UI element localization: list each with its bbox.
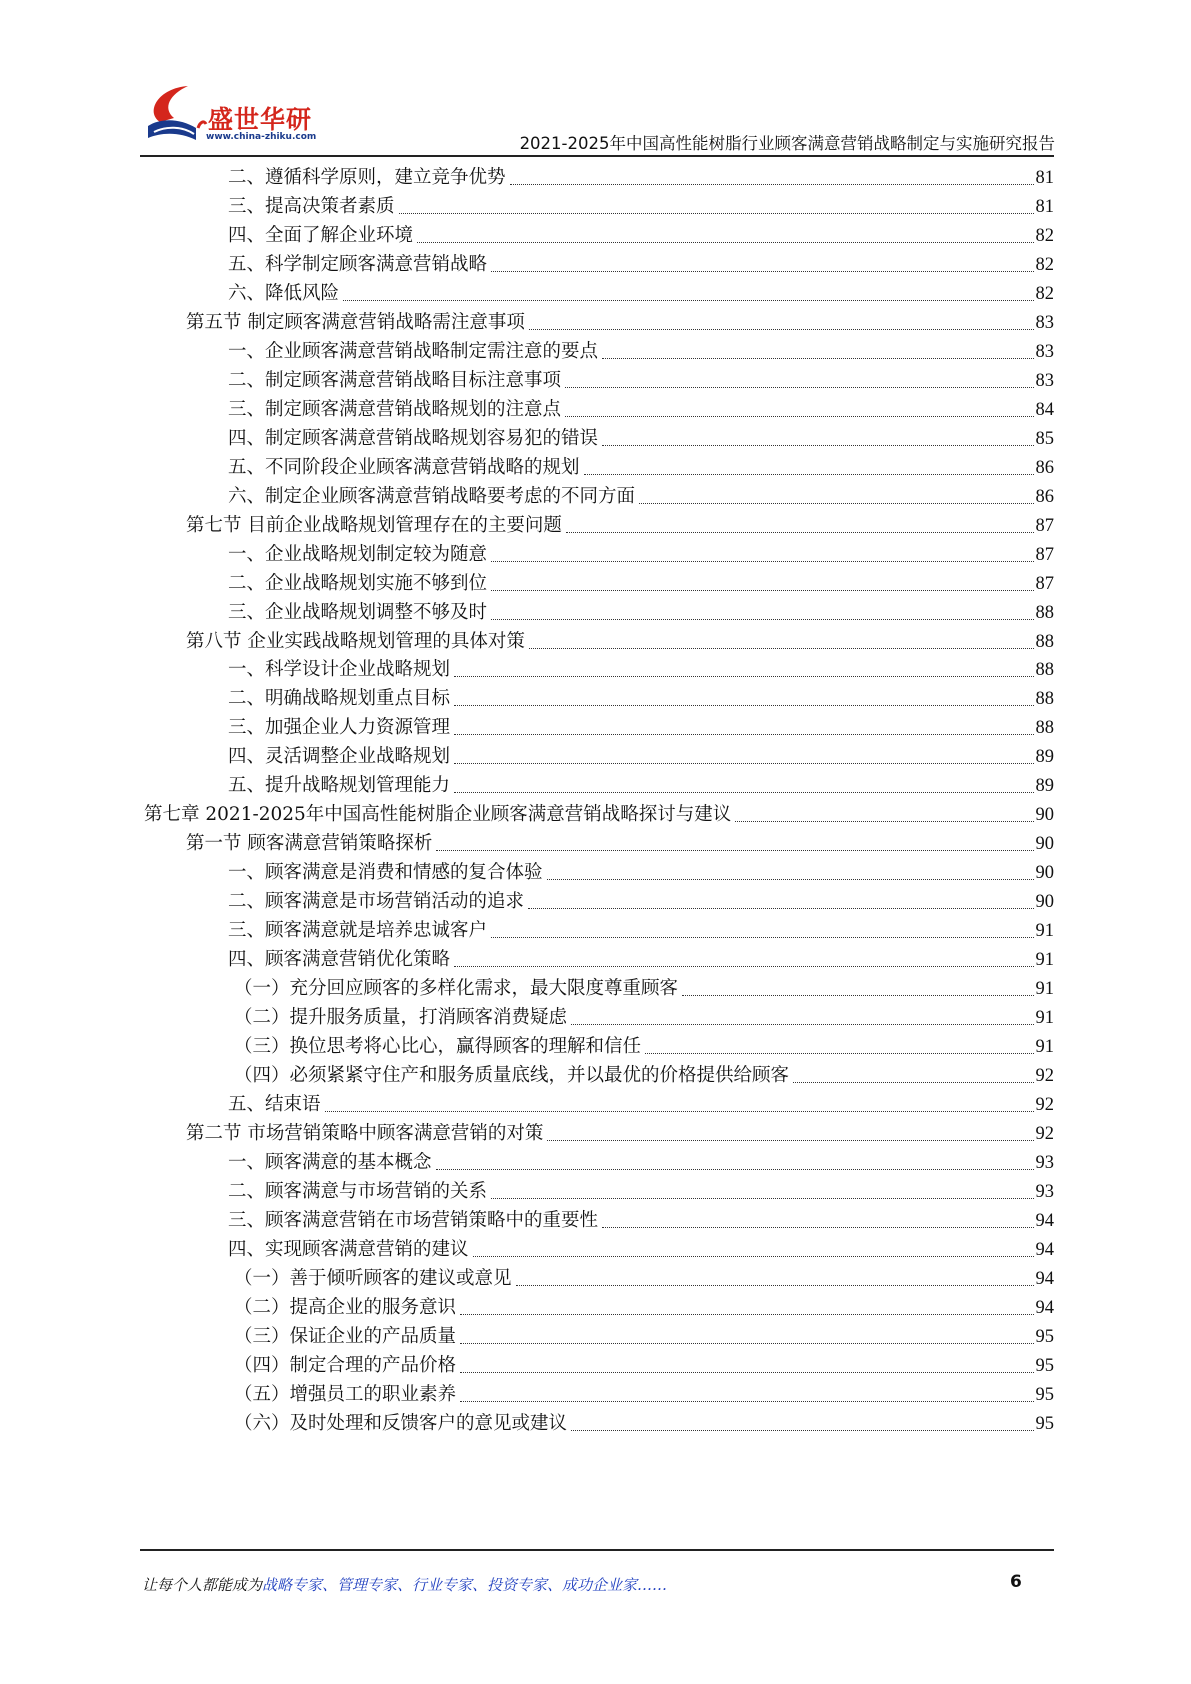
toc-entry-title: 三、加强企业人力资源管理 [228,717,451,739]
toc-entry-title: 第七节 目前企业战略规划管理存在的主要问题 [186,514,562,536]
toc-entry-title: 三、顾客满意营销在市场营销策略中的重要性 [228,1209,599,1231]
toc-dot-leader [460,1342,1033,1344]
toc-entry-page: 94 [1035,1268,1054,1289]
toc-entry-page: 81 [1035,168,1054,188]
toc-entry[interactable] [228,189,1054,220]
toc-entry-page: 88 [1035,660,1054,681]
toc-entry[interactable] [234,1000,1054,1031]
toc-entry-title: 四、顾客满意营销优化策略 [228,949,451,971]
toc-dot-leader [399,212,1034,214]
page-header [0,0,1191,153]
toc-dot-leader [584,473,1034,475]
toc-entry-page: 95 [1035,1355,1054,1376]
toc-entry-page: 91 [1035,921,1054,942]
logo-url: www.china-zhiku.com [206,132,317,142]
toc-entry-title: 二、遵循科学原则，建立竞争优势 [228,167,506,188]
toc-dot-leader [491,560,1033,562]
toc-dot-leader [602,444,1033,446]
toc-entry[interactable] [234,1406,1054,1437]
toc-entry-title: （五）增强员工的职业素养 [234,1383,457,1405]
toc-entry-page: 94 [1035,1239,1054,1260]
toc-entry-page: 88 [1035,689,1054,710]
toc-dot-leader [454,675,1033,677]
toc-entry-title: 五、不同阶段企业顾客满意营销战略的规划 [228,456,580,478]
toc-entry-page: 87 [1035,515,1054,536]
toc-entry[interactable] [186,305,1054,336]
toc-dot-leader [566,531,1034,533]
toc-dot-leader [454,965,1033,967]
toc-entry[interactable] [144,797,1054,828]
toc-dot-leader [528,907,1033,909]
toc-dot-leader [571,1429,1033,1431]
toc-entry-page: 93 [1035,1181,1054,1202]
toc-entry-title: （四）必须紧紧守住产和服务质量底线，并以最优的价格提供给顾客 [234,1065,790,1087]
toc-entry-title: 第七章 2021-2025年中国高性能树脂企业顾客满意营销战略探讨与建议 [144,804,732,826]
toc-entry-page: 87 [1035,573,1054,594]
toc-dot-leader [735,820,1033,822]
toc-dot-leader [454,791,1033,793]
toc-entry-page: 86 [1035,486,1054,507]
toc-entry[interactable] [228,450,1054,481]
toc-entry-title: 二、企业战略规划实施不够到位 [228,572,488,594]
toc-dot-leader [645,1052,1033,1054]
toc-entry[interactable] [228,276,1054,307]
toc-entry-title: 二、制定顾客满意营销战略目标注意事项 [228,369,562,391]
toc-entry[interactable] [228,218,1054,249]
toc-entry-title: 五、科学制定顾客满意营销战略 [228,253,488,275]
toc-entry-title: 第二节 市场营销策略中顾客满意营销的对策 [186,1123,544,1144]
toc-entry-page: 88 [1035,602,1054,623]
toc-entry[interactable] [228,1203,1054,1234]
footer-divider [140,1549,1054,1551]
toc-entry-title: （三）保证企业的产品质量 [234,1325,457,1347]
toc-entry-title: 四、全面了解企业环境 [228,224,414,246]
footer-slogan-roles: 战略专家、管理专家、行业专家、投资专家、成功企业家…… [262,1576,668,1594]
toc-entry[interactable] [228,1174,1054,1205]
toc-entry-title: 二、顾客满意与市场营销的关系 [228,1180,488,1202]
toc-entry-page: 81 [1035,196,1054,217]
toc-entry[interactable] [228,913,1054,944]
footer-slogan-lead: 让每个人都能成为 [142,1576,263,1594]
toc-entry-page: 93 [1035,1152,1054,1173]
toc-entry[interactable] [228,768,1054,799]
page-number: 6 [1010,1572,1022,1592]
toc-entry[interactable] [228,710,1054,741]
toc-entry-title: 三、提高决策者素质 [228,195,395,217]
logo-name: 盛世华研 [208,105,313,134]
toc-entry-title: 二、顾客满意是市场营销活动的追求 [228,891,525,913]
toc-dot-leader [460,1313,1033,1315]
toc-dot-leader [529,647,1034,649]
toc-entry-title: 六、降低风险 [228,282,340,304]
toc-entry-title: 第一节 顾客满意营销策略探析 [186,833,433,855]
toc-entry[interactable] [228,739,1054,770]
toc-entry-page: 85 [1035,428,1054,449]
toc-entry[interactable] [228,363,1054,394]
toc-entry-page: 82 [1035,225,1054,246]
toc-entry[interactable] [228,942,1054,973]
toc-entry-page: 90 [1035,892,1054,913]
toc-dot-leader [547,1139,1033,1141]
toc-dot-leader [602,1226,1033,1228]
toc-entry[interactable] [228,884,1054,915]
toc-entry-page: 83 [1035,312,1054,333]
toc-entry-title: 一、顾客满意的基本概念 [228,1151,432,1173]
toc-entry[interactable] [228,537,1054,568]
toc-entry[interactable] [234,1058,1054,1089]
toc-entry-title: （二）提高企业的服务意识 [234,1296,457,1318]
toc-entry-title: （一）充分回应顾客的多样化需求，最大限度尊重顾客 [234,978,679,1000]
toc-entry-page: 92 [1035,1066,1054,1087]
toc-entry-page: 95 [1035,1384,1054,1405]
header-divider [140,155,1054,157]
toc-dot-leader [565,386,1033,388]
toc-entry[interactable] [228,479,1054,510]
toc-entry-page: 91 [1035,950,1054,971]
toc-entry-page: 91 [1035,1008,1054,1029]
toc-dot-leader [460,1371,1033,1373]
toc-entry-title: 三、企业战略规划调整不够及时 [228,601,488,623]
toc-dot-leader [529,328,1034,330]
toc-entry[interactable] [234,1290,1054,1321]
toc-entry-title: （一）善于倾听顾客的建议或意见 [234,1267,512,1289]
footer-slogan [142,1574,667,1595]
toc-entry[interactable] [234,971,1054,1002]
toc-entry-title: 五、提升战略规划管理能力 [228,775,451,797]
toc-entry-page: 95 [1035,1413,1054,1434]
toc-dot-leader [682,994,1033,996]
toc-entry[interactable] [186,508,1054,539]
toc-entry-page: 90 [1035,863,1054,884]
toc-entry-page: 91 [1035,1037,1054,1058]
toc-entry[interactable] [228,334,1054,365]
report-title: 2021-2025年中国高性能树脂行业顾客满意营销战略制定与实施研究报告 [519,134,1055,153]
toc-entry[interactable] [234,1377,1054,1408]
toc-entry[interactable] [234,1261,1054,1292]
toc-entry[interactable] [228,681,1054,712]
toc-entry-page: 83 [1035,341,1054,362]
toc-dot-leader [454,704,1033,706]
toc-entry-page: 89 [1035,776,1054,797]
toc-entry-page: 82 [1035,254,1054,275]
toc-entry-title: 一、科学设计企业战略规划 [228,659,451,681]
toc-entry[interactable] [228,392,1054,423]
toc-entry-title: 五、结束语 [228,1094,321,1116]
toc-dot-leader [417,241,1033,243]
toc-dot-leader [473,1255,1034,1257]
toc-dot-leader [602,357,1033,359]
toc-entry-page: 88 [1035,631,1054,652]
toc-dot-leader [491,618,1033,620]
toc-entry-page: 91 [1035,979,1054,1000]
toc-entry-title: 四、实现顾客满意营销的建议 [228,1238,469,1260]
toc-dot-leader [436,849,1033,851]
toc-dot-leader [491,270,1033,272]
toc-entry-title: 第八节 企业实践战略规划管理的具体对策 [186,630,525,652]
toc-entry[interactable] [228,652,1054,683]
toc-entry-title: （三）换位思考将心比心，赢得顾客的理解和信任 [234,1036,642,1058]
toc-entry[interactable] [228,1145,1054,1176]
toc-dot-leader [491,1197,1033,1199]
toc-entry-title: 四、制定顾客满意营销战略规划容易犯的错误 [228,427,599,449]
toc-entry-page: 90 [1035,834,1054,855]
toc-dot-leader [516,1284,1034,1286]
toc-entry[interactable] [234,1319,1054,1350]
toc-dot-leader [491,589,1033,591]
toc-dot-leader [460,1400,1033,1402]
toc-entry-page: 92 [1035,1124,1054,1144]
toc-entry-title: （四）制定合理的产品价格 [234,1354,457,1376]
toc-entry-title: 一、企业顾客满意营销战略制定需注意的要点 [228,340,599,362]
toc-entry[interactable] [228,247,1054,278]
toc-entry-page: 83 [1035,370,1054,391]
toc-entry-page: 82 [1035,283,1054,304]
toc-entry-title: 三、顾客满意就是培养忠诚客户 [228,920,488,942]
toc-dot-leader [325,1110,1034,1112]
toc-entry[interactable] [228,160,1054,191]
toc-entry-page: 89 [1035,747,1054,768]
toc-entry[interactable] [228,855,1054,886]
toc-entry-page: 90 [1035,805,1054,826]
toc-entry-title: 六、制定企业顾客满意营销战略要考虑的不同方面 [228,485,636,507]
toc-entry[interactable] [234,1348,1054,1379]
toc-entry[interactable] [228,595,1054,626]
toc-entry-page: 94 [1035,1297,1054,1318]
toc-entry[interactable] [186,826,1054,857]
toc-dot-leader [510,183,1034,185]
toc-entry[interactable] [228,566,1054,597]
toc-entry-page: 88 [1035,718,1054,739]
toc-entry-page: 94 [1035,1210,1054,1231]
toc-entry-page: 95 [1035,1326,1054,1347]
toc-dot-leader [436,1168,1034,1170]
toc-entry[interactable] [228,1087,1054,1118]
toc-entry-title: 一、顾客满意是消费和情感的复合体验 [228,862,543,884]
toc-entry[interactable] [228,421,1054,452]
toc-entry[interactable] [234,1029,1054,1060]
toc-entry-title: （二）提升服务质量，打消顾客消费疑虑 [234,1007,568,1029]
toc-dot-leader [565,415,1033,417]
toc-entry-title: 二、明确战略规划重点目标 [228,688,451,710]
toc-entry-title: 第五节 制定顾客满意营销战略需注意事项 [186,311,525,333]
toc-dot-leader [491,936,1033,938]
toc-entry-title: 一、企业战略规划制定较为随意 [228,543,488,565]
toc-entry-title: 三、制定顾客满意营销战略规划的注意点 [228,398,562,420]
toc-entry-page: 92 [1035,1095,1054,1116]
toc-dot-leader [454,733,1033,735]
toc-dot-leader [639,502,1033,504]
toc-dot-leader [343,299,1033,301]
toc-entry-page: 87 [1035,544,1054,565]
toc-entry-title: 四、灵活调整企业战略规划 [228,746,451,768]
toc-entry[interactable] [228,1232,1054,1263]
toc-dot-leader [571,1023,1033,1025]
toc-dot-leader [454,762,1033,764]
toc-dot-leader [793,1081,1033,1083]
toc-dot-leader [547,878,1034,880]
toc-entry-page: 84 [1035,399,1054,420]
toc-entry-page: 86 [1035,457,1054,478]
toc-entry[interactable] [186,624,1054,655]
toc-entry[interactable] [186,1116,1054,1147]
toc-entry-title: （六）及时处理和反馈客户的意见或建议 [234,1412,568,1434]
